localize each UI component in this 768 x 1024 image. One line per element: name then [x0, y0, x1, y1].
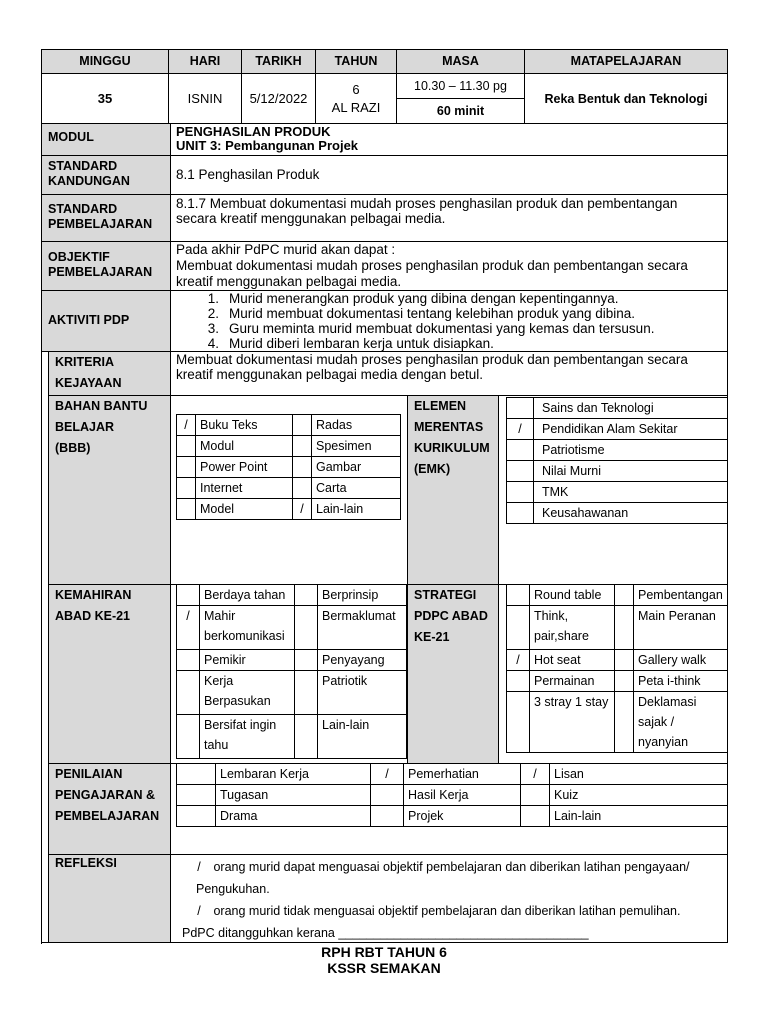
table-row — [507, 461, 728, 482]
table-cell — [615, 585, 634, 606]
sk-label-line2: KANDUNGAN — [48, 174, 130, 188]
table-cell — [177, 671, 200, 715]
standard-kandungan-label — [41, 155, 171, 195]
table-cell — [507, 671, 530, 692]
table-cell: Think, pair,share — [530, 606, 615, 650]
refleksi-content — [176, 856, 726, 944]
aktiviti-item: 3. Guru meminta murid membuat dokumentasi yang kemas dan tersusun. — [207, 321, 655, 336]
emk-label-line1: ELEMEN — [414, 399, 467, 413]
table-cell: Power Point — [196, 457, 293, 478]
table-cell: Carta — [312, 478, 401, 499]
table-cell — [293, 415, 312, 436]
table-cell: Tugasan — [216, 785, 371, 806]
table-cell: Buku Teks — [196, 415, 293, 436]
table-cell: Gallery walk — [634, 650, 728, 671]
table-cell — [615, 671, 634, 692]
objektif-value — [170, 241, 728, 291]
sp-line2: secara kreatif menggunakan pelbagai media. — [176, 211, 446, 226]
table-row — [507, 482, 728, 503]
table-row — [507, 440, 728, 461]
table-row — [507, 503, 728, 524]
table-cell — [295, 650, 318, 671]
table-cell — [177, 499, 196, 520]
kriteria-label-line1: KRITERIA — [55, 355, 115, 369]
table-row — [507, 398, 728, 419]
table-cell: Hasil Kerja — [404, 785, 521, 806]
objektif-line2: Membuat dokumentasi mudah proses penghasilan produk dan pembentangan secara — [176, 258, 688, 273]
table-cell: Pemerhatian — [404, 764, 521, 785]
kriteria-value — [170, 351, 728, 396]
tahun-number: 6 — [352, 81, 360, 97]
strategi-table — [506, 584, 728, 753]
header-hari: HARI — [168, 49, 242, 74]
standard-pembelajaran-label — [41, 194, 171, 242]
objektif-line1: Pada akhir PdPC murid akan dapat : — [176, 242, 396, 257]
table-cell: Bermaklumat — [318, 606, 407, 650]
table-cell: 3 stray 1 stay — [530, 692, 615, 753]
kriteria-line2: kreatif menggunakan pelbagai media dengan betul. — [176, 367, 483, 382]
table-row — [177, 478, 401, 499]
kriteria-label — [48, 351, 171, 396]
refleksi-line1b: Pengukuhan. — [196, 882, 270, 896]
table-cell: Lain-lain — [318, 715, 407, 759]
modul-value — [170, 123, 728, 156]
table-cell — [507, 692, 530, 753]
refleksi-line1: orang murid dapat menguasai objektif pembelajaran dan diberikan latihan pengayaan/ — [213, 860, 690, 874]
tahun-class: AL RAZI — [331, 99, 381, 115]
aktiviti-item: 1. Murid menerangkan produk yang dibina dengan kepentingannya. — [207, 291, 619, 306]
refleksi-line3: PdPC ditangguhkan kerana ____________________________________ — [182, 926, 589, 940]
strategi-label-line2: PDPC ABAD — [414, 609, 488, 623]
table-cell: Gambar — [312, 457, 401, 478]
sp-label-line2: PEMBELAJARAN — [48, 217, 153, 231]
kemahiran-label-line2: ABAD KE-21 — [55, 609, 131, 623]
bbb-label — [48, 395, 171, 585]
table-cell — [615, 692, 634, 753]
penilaian-label-line1: PENILAIAN — [55, 767, 123, 781]
table-cell — [295, 585, 318, 606]
table-cell: / — [293, 499, 312, 520]
table-cell: Kerja Berpasukan — [200, 671, 295, 715]
table-cell — [177, 806, 216, 827]
table-cell — [177, 650, 200, 671]
matapelajaran-value: Reka Bentuk dan Teknologi — [524, 73, 728, 124]
bbb-label-line2: BELAJAR — [55, 420, 115, 434]
table-cell: Drama — [216, 806, 371, 827]
table-row — [177, 606, 407, 650]
table-cell: Lain-lain — [550, 806, 728, 827]
table-cell — [507, 461, 534, 482]
table-cell — [177, 764, 216, 785]
penilaian-label-line3: PEMBELAJARAN — [55, 809, 160, 823]
aktiviti-label: AKTIVITI PDP — [41, 290, 171, 352]
strategi-label — [407, 584, 499, 764]
table-cell: Nilai Murni — [534, 461, 728, 482]
table-row — [177, 499, 401, 520]
table-cell — [293, 436, 312, 457]
table-cell: Sains dan Teknologi — [534, 398, 728, 419]
table-cell — [371, 785, 404, 806]
table-cell: Round table — [530, 585, 615, 606]
table-cell — [507, 585, 530, 606]
table-cell — [295, 606, 318, 650]
table-cell: Lain-lain — [312, 499, 401, 520]
kriteria-line1: Membuat dokumentasi mudah proses penghasilan produk dan pembentangan secara — [176, 352, 688, 367]
table-row — [507, 692, 728, 753]
table-row — [507, 606, 728, 650]
table-cell: / — [521, 764, 550, 785]
outer-border-bottom — [41, 942, 48, 943]
objektif-label-line2: PEMBELAJARAN — [48, 265, 153, 279]
table-row — [507, 419, 728, 440]
hari-value: ISNIN — [168, 73, 242, 124]
table-cell: Keusahawanan — [534, 503, 728, 524]
bbb-label-line3: (BBB) — [55, 441, 91, 455]
table-cell — [521, 806, 550, 827]
header-minggu: MINGGU — [41, 49, 169, 74]
table-cell: Pendidikan Alam Sekitar — [534, 419, 728, 440]
table-cell: TMK — [534, 482, 728, 503]
emk-label-line4: (EMK) — [414, 462, 451, 476]
table-cell: Berprinsip — [318, 585, 407, 606]
table-cell: Mahir berkomunikasi — [200, 606, 295, 650]
strategi-label-line3: KE-21 — [414, 630, 450, 644]
table-cell: Projek — [404, 806, 521, 827]
table-cell — [521, 785, 550, 806]
masa-time: 10.30 – 11.30 pg — [396, 73, 525, 99]
kriteria-label-line2: KEJAYAAN — [55, 376, 122, 390]
table-cell — [293, 478, 312, 499]
table-cell — [177, 785, 216, 806]
table-cell — [295, 671, 318, 715]
table-cell: Patriotik — [318, 671, 407, 715]
penilaian-label-line2: PENGAJARAN & — [55, 788, 156, 802]
emk-label-line2: MERENTAS — [414, 420, 484, 434]
emk-label — [407, 395, 499, 585]
table-cell — [177, 585, 200, 606]
table-row — [507, 671, 728, 692]
table-row — [177, 671, 407, 715]
table-row — [177, 715, 407, 759]
tahun-value — [315, 73, 397, 124]
table-cell: Bersifat ingin tahu — [200, 715, 295, 759]
table-cell: Deklamasi sajak / nyanyian — [634, 692, 728, 753]
objektif-label — [41, 241, 171, 291]
bbb-table — [176, 414, 401, 520]
table-cell: Spesimen — [312, 436, 401, 457]
table-cell — [507, 440, 534, 461]
table-cell: Pembentangan — [634, 585, 728, 606]
emk-table — [506, 397, 728, 524]
table-row — [177, 650, 407, 671]
aktiviti-list — [170, 290, 728, 352]
sp-line1: 8.1.7 Membuat dokumentasi mudah proses penghasilan produk dan pembentangan — [176, 196, 678, 211]
header-matapelajaran: MATAPELAJARAN — [524, 49, 728, 74]
sp-label-line1: STANDARD — [48, 202, 118, 216]
table-cell: / — [177, 415, 196, 436]
table-cell: Kuiz — [550, 785, 728, 806]
table-row — [177, 415, 401, 436]
kemahiran-table — [176, 584, 407, 759]
table-row — [177, 585, 407, 606]
modul-line2: UNIT 3: Pembangunan Projek — [176, 138, 359, 153]
table-cell — [293, 457, 312, 478]
table-cell: Peta i-think — [634, 671, 728, 692]
table-row — [507, 585, 728, 606]
footer-line1: RPH RBT TAHUN 6 — [321, 944, 447, 960]
table-cell: Pemikir — [200, 650, 295, 671]
table-row — [177, 806, 728, 827]
modul-label: MODUL — [41, 123, 171, 156]
table-cell — [371, 806, 404, 827]
footer — [0, 944, 768, 976]
footer-line2: KSSR SEMAKAN — [327, 960, 441, 976]
penilaian-label — [48, 763, 171, 855]
kemahiran-label — [48, 584, 171, 764]
table-row — [177, 785, 728, 806]
header-tahun: TAHUN — [315, 49, 397, 74]
table-cell — [177, 436, 196, 457]
table-cell — [295, 715, 318, 759]
table-cell: Internet — [196, 478, 293, 499]
table-cell — [507, 398, 534, 419]
refleksi-line2: orang murid tidak menguasai objektif pembelajaran dan diberikan latihan pemulihan. — [213, 904, 681, 918]
table-cell: Penyayang — [318, 650, 407, 671]
aktiviti-item: 4. Murid diberi lembaran kerja untuk disiapkan. — [207, 336, 494, 351]
table-cell — [615, 606, 634, 650]
refleksi-mark1: / — [197, 860, 201, 874]
table-row — [177, 764, 728, 785]
emk-label-line3: KURIKULUM — [414, 441, 490, 455]
table-cell — [507, 606, 530, 650]
outer-border-left — [41, 351, 42, 944]
modul-line1: PENGHASILAN PRODUK — [176, 124, 331, 139]
minggu-value: 35 — [41, 73, 169, 124]
objektif-label-line1: OBJEKTIF — [48, 250, 110, 264]
table-cell — [507, 503, 534, 524]
header-masa: MASA — [396, 49, 525, 74]
table-cell: Hot seat — [530, 650, 615, 671]
aktiviti-item: 2. Murid membuat dokumentasi tentang kelebihan produk yang dibina. — [207, 306, 636, 321]
table-cell: / — [507, 650, 530, 671]
table-cell: Lembaran Kerja — [216, 764, 371, 785]
table-cell — [177, 715, 200, 759]
table-cell — [177, 478, 196, 499]
tarikh-value: 5/12/2022 — [241, 73, 316, 124]
table-row — [177, 436, 401, 457]
table-cell — [615, 650, 634, 671]
kemahiran-label-line1: KEMAHIRAN — [55, 588, 132, 602]
table-cell: Radas — [312, 415, 401, 436]
table-row — [177, 457, 401, 478]
table-cell: Permainan — [530, 671, 615, 692]
table-cell: Modul — [196, 436, 293, 457]
standard-kandungan-value: 8.1 Penghasilan Produk — [170, 155, 728, 195]
table-cell: Berdaya tahan — [200, 585, 295, 606]
table-cell: Main Peranan — [634, 606, 728, 650]
table-cell: / — [177, 606, 200, 650]
penilaian-table — [176, 763, 728, 827]
table-cell — [507, 482, 534, 503]
refleksi-label: REFLEKSI — [48, 854, 171, 943]
table-row — [507, 650, 728, 671]
table-cell — [177, 457, 196, 478]
sk-label-line1: STANDARD — [48, 159, 118, 173]
standard-pembelajaran-value — [170, 194, 728, 242]
bbb-label-line1: BAHAN BANTU — [55, 399, 148, 413]
objektif-line3: kreatif menggunakan pelbagai media. — [176, 274, 402, 289]
refleksi-mark2: / — [197, 904, 201, 918]
table-cell: Lisan — [550, 764, 728, 785]
masa-duration: 60 minit — [396, 98, 525, 124]
strategi-label-line1: STRATEGI — [414, 588, 477, 602]
header-tarikh: TARIKH — [241, 49, 316, 74]
table-cell: / — [507, 419, 534, 440]
table-cell: Patriotisme — [534, 440, 728, 461]
table-cell: Model — [196, 499, 293, 520]
table-cell: / — [371, 764, 404, 785]
